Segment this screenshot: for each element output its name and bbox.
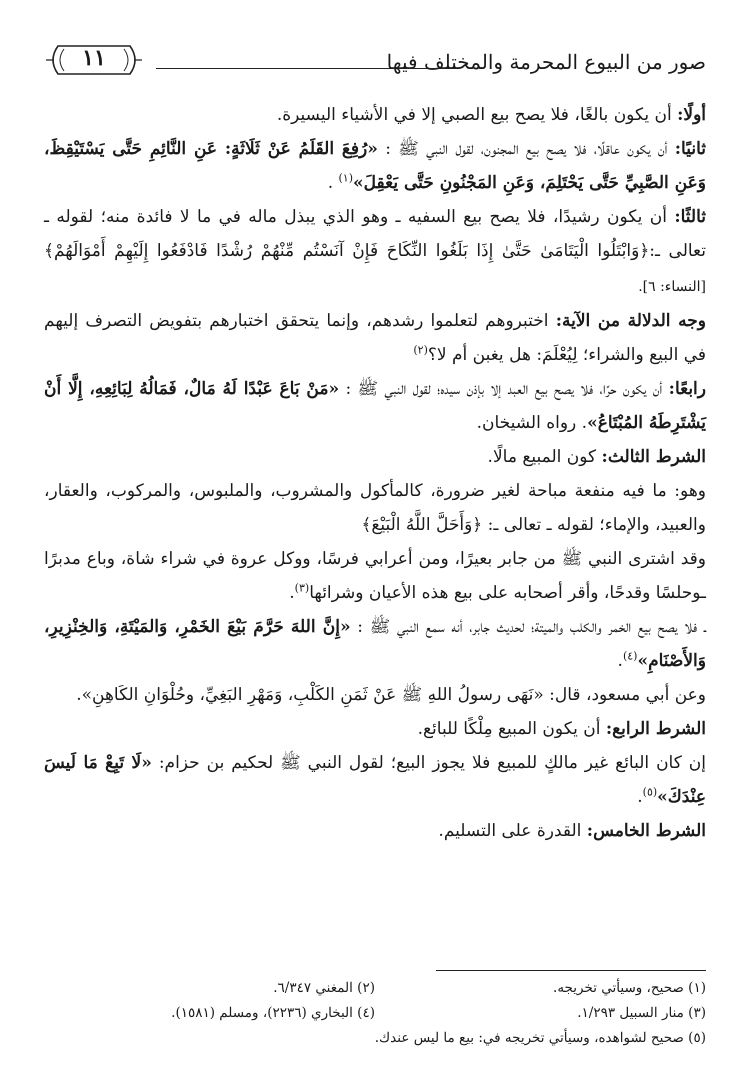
paragraph-lead: وجه الدلالة من الآية: <box>555 311 706 331</box>
section-heading: الشرط الخامس: <box>586 821 706 841</box>
page-header <box>44 40 706 84</box>
book-page <box>44 40 706 1060</box>
footnote-ref: (٣) <box>294 581 310 595</box>
paragraph-lead: رابعًا: <box>668 379 706 399</box>
paragraph-tail: . <box>327 173 339 193</box>
paragraph-text: أن يكون حرًا، فلا يصح بيع العبد إلا بإذن سيده؛ لقول النبي ﷺ : <box>339 379 669 399</box>
paragraph-tail: . رواه الشيخان. <box>476 413 588 433</box>
paragraph-text: أن يكون عاقلًا، فلا يصح بيع المجنون، لقول النبي ﷺ : <box>377 139 675 159</box>
hadith-quote: «لَا تَبِعْ مَا لَيسَ عِنْدَكَ» <box>44 753 706 807</box>
footnote-2: (٢) المغني ٦/٣٤٧. <box>273 980 375 996</box>
paragraph-prophet-purchases <box>44 542 706 610</box>
paragraph-condition-2 <box>44 132 706 200</box>
paragraph-condition-4 <box>44 372 706 440</box>
page-body <box>44 98 706 848</box>
footnote-ref: (٤) <box>622 649 638 663</box>
paragraph-tail: . <box>289 583 295 603</box>
footnote-ref: (٢) <box>413 343 428 357</box>
verse-reference: [النساء: ٦]. <box>638 279 706 295</box>
heading-fourth-condition <box>44 712 706 746</box>
paragraph-tail: . <box>637 787 643 807</box>
paragraph-text: إن كان البائع غير مالكٍ للمبيع فلا يجوز البيع؛ لقول النبي ﷺ لحكيم بن حزام: <box>151 753 706 773</box>
paragraph-text: اختبروهم لتعلموا رشدهم، وإنما يتحقق اختبارهم بتفويض التصرف إليهم في البيع والشراء؛ لِيُعْلَمَ: هل يغبن أم لا؟ <box>44 311 706 365</box>
footnote-3: (٣) منار السبيل ١/٢٩٣. <box>577 1005 706 1021</box>
paragraph-condition-1 <box>44 98 706 132</box>
paragraph-tail: . <box>617 651 623 671</box>
paragraph-abu-masud <box>44 678 706 712</box>
page-number: ١١ <box>82 45 106 71</box>
header-rule <box>156 68 456 69</box>
hadith-quote: «رُفِعَ القَلَمُ عَنْ ثَلَاثَةٍ: عَنِ النَّائِمِ حَتَّى يَسْتَيْقِظَ، وَعَنِ الصَّبِيِّ حَتَّى يَحْتَلِمَ، وَعَنِ المَجْنُونِ حَتَّى يَعْقِلَ» <box>44 139 706 193</box>
paragraph-text: كون المبيع مالًا. <box>487 447 602 467</box>
quran-verse: ﴿وَأَحَلَّ اللَّهُ الْبَيْعَ﴾ <box>361 515 483 535</box>
paragraph-lead: أولًا: <box>677 105 706 125</box>
hadith-quote: «إِنَّ اللهَ حَرَّمَ بَيْعَ الخَمْرِ، وَالمَيْتَةِ، وَالخِنْزِيرِ، وَالأَصْنَامِ» <box>44 617 706 671</box>
paragraph-lead: ثالثًا: <box>674 207 706 227</box>
footnotes <box>44 976 706 1051</box>
hadith-quote: «مَنْ بَاعَ عَبْدًا لَهُ مَالٌ، فَمَالُهُ لِبَائِعِهِ، إِلَّا أَنْ يَشْتَرِطَهُ المُبْتَاعُ» <box>44 379 706 433</box>
paragraph-text: أن يكون رشيدًا، فلا يصح بيع السفيه ـ وهو الذي يبذل ماله في ما لا فائدة منه؛ لقوله ـ تعالى ـ: <box>44 207 706 261</box>
heading-third-condition <box>44 440 706 474</box>
footnote-5: (٥) صحيح لشواهده، وسيأتي تخريجه في: بيع ما ليس عندك. <box>374 1030 706 1046</box>
footnote-ref: (٥) <box>642 785 658 799</box>
paragraph-ownership <box>44 746 706 814</box>
footnote-ref: (١) <box>338 171 354 185</box>
footnote-1: (١) صحيح، وسيأتي تخريجه. <box>553 980 706 996</box>
section-heading: الشرط الرابع: <box>605 719 706 739</box>
paragraph-lead: ثانيًا: <box>674 139 706 159</box>
paragraph-text: أن يكون بالغًا، فلا يصح بيع الصبي إلا في الأشياء اليسيرة. <box>276 105 678 125</box>
page-number-badge <box>44 40 144 80</box>
quran-verse: ﴿وَابْتَلُوا الْيَتَامَىٰ حَتَّىٰ إِذَا بَلَغُوا النِّكَاحَ فَإِنْ آنَسْتُم مِّنْهُمْ رُشْدًا فَادْفَعُوا إِلَيْهِمْ أَمْوَالَهُمْ﴾ <box>44 241 650 261</box>
paragraph-text: وقد اشترى النبي ﷺ من جابر بعيرًا، ومن أعرابي فرسًا، ووكل عروة في شراء شاة، وباع مدبرًا ـوحلسًا وقدحًا، وأقر أصحابه على بيع هذه الأعيان وشرائها <box>44 549 706 603</box>
paragraph-forbidden-sales <box>44 610 706 678</box>
paragraph-text: القدرة على التسليم. <box>438 821 587 841</box>
paragraph-text: ـ فلا يصح بيع الخمر والكلب والميتة؛ لحديث جابر، أنه سمع النبي ﷺ : <box>350 617 706 637</box>
paragraph-verse-evidence <box>44 304 706 372</box>
footnote-row <box>44 1001 706 1026</box>
heading-fifth-condition <box>44 814 706 848</box>
paragraph-text: وعن أبي مسعود، قال: «نَهَى رسولُ اللهِ ﷺ عَنْ ثَمَنِ الكَلْبِ، وَمَهْرِ البَغِيِّ، وحُلْوَانِ الكَاهِنِ». <box>76 685 706 705</box>
paragraph-text: وهو: ما فيه منفعة مباحة لغير ضرورة، كالمأكول والمشروب، والملبوس، والمركوب، والعقار، والعبيد، والإماء؛ لقوله ـ تعالى ـ: <box>44 481 706 535</box>
footnote-row <box>44 976 706 1001</box>
footnote-separator <box>436 970 706 971</box>
footnote-4: (٤) البخاري (٢٢٣٦)، ومسلم (١٥٨١). <box>171 1005 375 1021</box>
paragraph-definition <box>44 474 706 542</box>
paragraph-condition-3 <box>44 200 706 304</box>
section-heading: الشرط الثالث: <box>601 447 706 467</box>
running-title: صور من البيوع المحرمة والمختلف فيها <box>386 50 706 74</box>
paragraph-text: أن يكون المبيع مِلْكًا للبائع. <box>417 719 606 739</box>
